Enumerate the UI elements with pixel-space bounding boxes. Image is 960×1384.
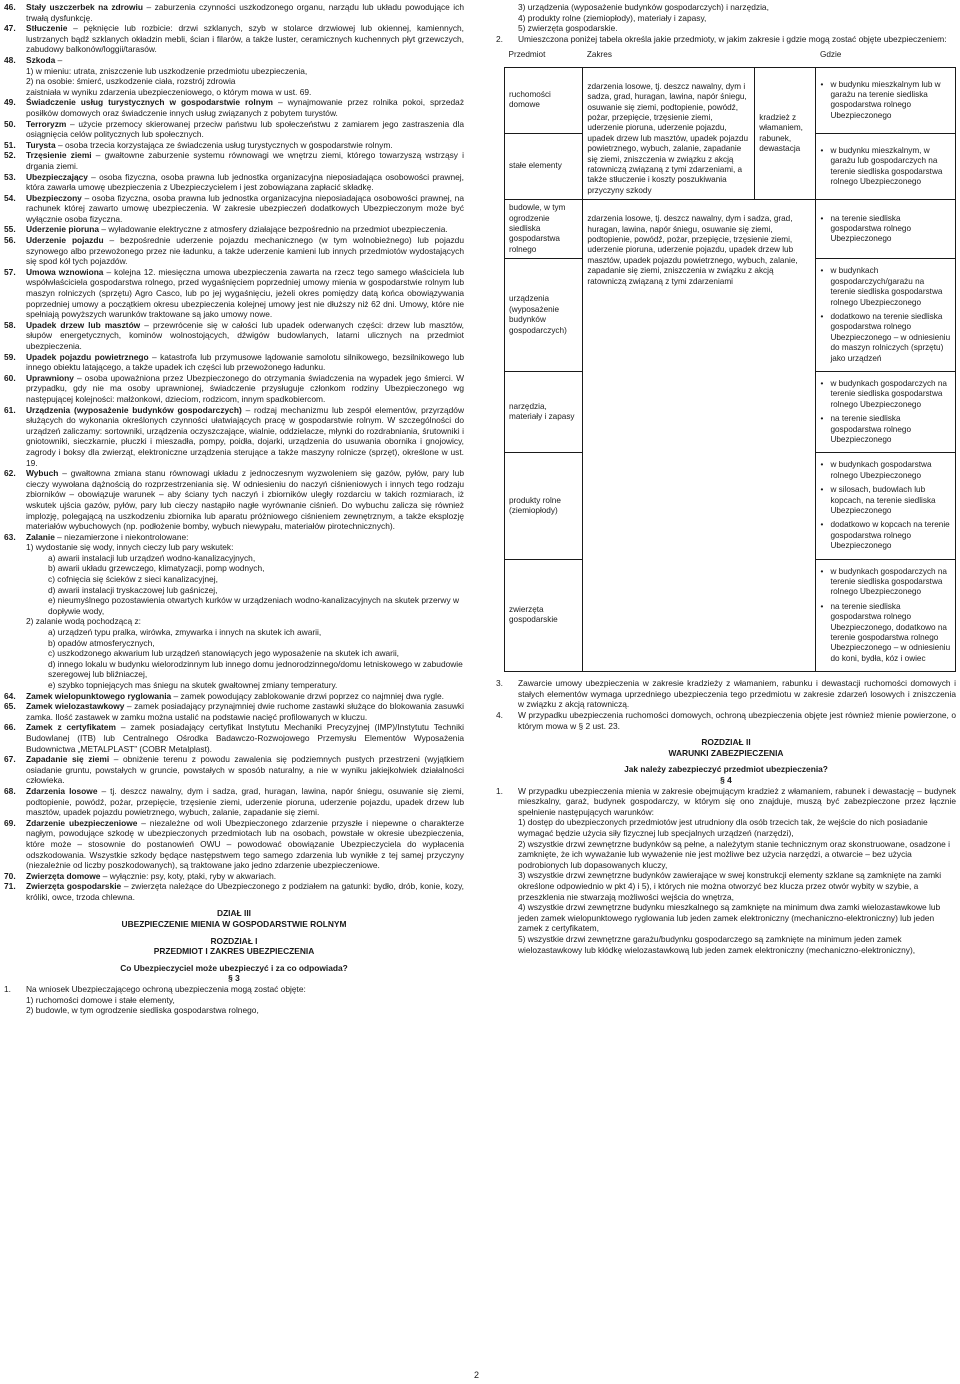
item-term: Zdarzenia losowe xyxy=(26,785,98,796)
item-description: – zamek powodujący zablokowanie drzwi poprzez co najmniej dwa rygle. xyxy=(171,690,444,701)
item-description: – osoba fizyczna, osoba prawna lub jednostka organizacyjna nieposiadająca osobowości prawnej, która zawarła umowę ubezpieczenia z Ubezpieczycielem i jest zobowiązana zapłacić składkę. xyxy=(26,171,464,193)
definition-item xyxy=(4,722,464,754)
definition-item xyxy=(4,881,464,902)
item-term: Terroryzm xyxy=(26,118,67,129)
item-text xyxy=(26,224,464,235)
table-cell-scope: kradzież z włamaniem, rabunek, dewastacja xyxy=(755,67,816,199)
item-text: W przypadku ubezpieczenia ruchomości domowych, ochroną ubezpieczenia objęte jest również mienie powierzone, o którym mowa w § 2 ust. 23. xyxy=(518,710,956,731)
item-description: – xyxy=(55,54,63,65)
item-term: Zalanie xyxy=(26,531,55,542)
item-description: – niezamierzone i niekontrolowane: xyxy=(54,531,189,542)
item-term: Zamek z certyfikatem xyxy=(26,722,116,733)
sub-item: 4) wszystkie drzwi zewnętrzne budynku mieszkalnego są zamknięte na minimum dwa zamki wielozastawkowe lub jeden zamek wielopunktowego ryglowania lub jeden zamek elektroniczny (mechaniczno-elektroniczny) lub jeden zamek z certyfikatem, xyxy=(518,902,941,934)
sub-item: 3) urządzenia (wyposażenie budynków gospodarczych) i narzędzia, xyxy=(518,2,769,12)
item-term: Urządzenia (wyposażenie budynków gospodarczych) xyxy=(26,404,242,415)
item-number: 49. xyxy=(4,97,16,108)
definition-item xyxy=(4,320,464,352)
sub-sub-item: b) opadów atmosferycznych, xyxy=(48,637,155,648)
item-text xyxy=(26,23,464,55)
bullet-item xyxy=(820,520,951,551)
section-title: DZIAŁ III xyxy=(217,908,251,919)
question-heading: Co Ubezpieczyciel może ubezpieczyć i za co odpowiada? xyxy=(120,962,348,973)
sub-item: 1) ruchomości domowe i stałe elementy, xyxy=(26,994,175,1005)
numbered-item xyxy=(4,984,464,995)
bullet-icon: • xyxy=(820,520,824,530)
sub-item: 1) wydostanie się wody, innych cieczy lub pary wskutek: xyxy=(26,542,234,553)
sub-item: zaistniała w wyniku zdarzenia ubezpieczeniowego, o którym mowa w ust. 69. xyxy=(26,86,312,97)
sub-sub-item: d) innego lokalu w budynku wielorodzinnym lub innego domu jednorodzinnego/domu letniskowego w zabudowie szeregowej lub bliźniaczej, xyxy=(48,658,463,680)
sub-sub-item: e) szybko topniejących mas śniegu na skutek gwałtownej zmiany temperatury. xyxy=(48,680,338,690)
bullet-item xyxy=(820,80,951,122)
item-text xyxy=(26,55,464,66)
bullet-text: na terenie siedliska gospodarstwa rolnego Ubezpieczonego xyxy=(830,414,912,444)
bullet-text: w budynkach gospodarczych na terenie siedliska gospodarstwa rolnego Ubezpieczonego xyxy=(830,566,947,597)
item-number: 54. xyxy=(4,192,16,203)
item-number: 4. xyxy=(496,710,503,721)
numbered-item xyxy=(496,710,956,731)
item-term: Umowa wznowiona xyxy=(26,266,104,277)
table-cell-scope: zdarzenia losowe, tj. deszcz nawalny, dym i sadza, grad, huragan, lawina, napór śniegu, osuwanie się ziemi, podtopienie, powódź, pożar, przepięcie, trzęsienie ziemi, uderzenie pioruna, uderzenie pojazdu, upadek drzew lub masztów, upadek pojazdu powietrznego, wybuch, zalanie, zapadanie się ziemi, zniszczenia w związku z akcją ratowniczą związaną z tymi zdarzeniami, a także stłuczenie i koszty poszukiwania przyczyny szkody xyxy=(583,67,755,199)
item-text xyxy=(26,754,464,786)
item-description: – gwałtowna zmiana stanu równowagi układu z jednoczesnym wyzwoleniem się gazów, pyłów, pary lub cieczy wywołana dążnością do rozprzestrzeniania się. W odniesieniu do naczyń ciśnieniowych i innych tego rodzaju zbiorników – obowiązuje warunek – aby ściany tych naczyń i zbiorników uległy rozdarciu w takich rozmiarach, iż wskutek ujścia gazów, pyłów, pary lub cieczy nastąpiło nagłe wyrównanie ciśnień. Do wybuchu zalicza się również implozję, polegającą na uszkodzeniu zbiornika lub aparatu próżniowego ciśnieniem zewnętrznym, a także eksplozję materiałów wybuchowych (np. podłożenie bomby, wybuch niewypału, materiałów pirotechnicznych). xyxy=(26,468,464,532)
bullet-icon: • xyxy=(820,485,824,495)
bullet-icon: • xyxy=(820,414,824,424)
bullet-text: w budynkach gospodarstwa rolnego Ubezpieczonego xyxy=(830,460,932,480)
item-term: Zamek wielopunktowego ryglowania xyxy=(26,690,172,701)
item-text xyxy=(26,2,464,23)
item-number: 48. xyxy=(4,54,16,65)
item-term: Uprawniony xyxy=(26,372,74,383)
item-term: Zamek wielozastawkowy xyxy=(26,701,125,712)
item-number: 68. xyxy=(4,785,16,796)
table-cell-location xyxy=(816,371,956,452)
definition-item xyxy=(4,235,464,267)
definition-item xyxy=(4,754,464,786)
definition-item xyxy=(4,97,464,118)
table-cell-location xyxy=(816,67,956,133)
item-description: – osoba upoważniona przez Ubezpieczonego do otrzymania świadczenia na wypadek jego śmierci. W przypadku, gdy nie ma osoby uprawnionej, świadczenie przysługuje członkom rodziny Ubezpieczonego wg następującej kolejności: małżonkowi, dzieciom, rodzicom, innym spadkobiercom. xyxy=(26,372,464,404)
sub-sub-item: c) cofnięcia się ścieków z sieci kanalizacyjnej, xyxy=(48,574,218,585)
item-text: Zawarcie umowy ubezpieczenia w zakresie kradzieży z włamaniem, rabunku i dewastacji ruchomości domowych i stałych elementów wymaga uprzedniego ubezpieczenia tego przedmiotu w zakresie zdarzeń losowych i zniszczenia w związku z akcją ratowniczą. xyxy=(518,678,956,710)
sub-item: 2) na osobie: śmierć, uszkodzenie ciała, rozstrój zdrowia xyxy=(26,76,236,87)
question-heading: Jak należy zabezpieczyć przedmiot ubezpieczenia? xyxy=(624,764,828,775)
item-number: 58. xyxy=(4,319,16,330)
bullet-item xyxy=(820,460,951,481)
item-description: – obniżenie terenu z powodu zawalenia się podziemnych pustych przestrzeni (wyjątkiem osiadanie gruntu, powstałych w gruncie, powstałych w sposób naturalny, a nie w wyniku jakiejkolwiek działalności człowieka. xyxy=(26,754,464,786)
item-number: 56. xyxy=(4,235,16,246)
right-column xyxy=(496,2,956,955)
definition-item xyxy=(4,172,464,193)
chapter-subtitle: WARUNKI ZABEZPIECZENIA xyxy=(668,747,784,758)
item-description: – bezpośrednie uderzenie pojazdu mechanicznego (w tym wolnobieżnego) lub pojazdu szynowego albo przewożonego przez nie ładunku, a także uderzenie kamieni lub innych przedmiotów wydostających się spod kół tych pojazdów. xyxy=(26,235,464,267)
definition-item xyxy=(4,352,464,373)
bullet-item xyxy=(820,312,951,364)
column-header: Przedmiot xyxy=(508,50,546,60)
item-description: – zaburzenia czynności uszkodzonego organu, narządu lub układu powodujące ich trwałą dysfunkcję. xyxy=(26,2,464,23)
item-number: 69. xyxy=(4,817,16,828)
bullet-icon: • xyxy=(820,378,824,388)
item-text xyxy=(26,722,464,754)
bullet-text: w budynku mieszkalnym lub w garażu na terenie siedliska gospodarstwa rolnego Ubezpieczonego xyxy=(830,79,941,120)
item-number: 50. xyxy=(4,118,16,129)
definition-item xyxy=(4,373,464,405)
item-text xyxy=(26,701,464,722)
item-term: Szkoda xyxy=(26,54,56,65)
bullet-item xyxy=(820,146,951,188)
definition-item xyxy=(4,532,464,543)
table-cell-subject: budowle, w tym ogrodzenie siedliska gospodarstwa rolnego xyxy=(505,200,583,259)
bullet-text: dodatkowo w kopcach na terenie gospodarstwa rolnego Ubezpieczonego xyxy=(830,520,950,551)
item-term: Stłuczenie xyxy=(26,23,68,34)
chapter-title: ROZDZIAŁ II xyxy=(701,737,751,748)
bullet-icon: • xyxy=(820,213,824,223)
item-text xyxy=(26,881,464,902)
numbered-item xyxy=(496,786,956,818)
item-text xyxy=(26,405,464,469)
bullet-icon: • xyxy=(820,460,824,470)
table-cell-scope: zdarzenia losowe, tj. deszcz nawalny, dym i sadza, grad, huragan, lawina, napór śniegu, osuwanie się ziemi, podtopienie, powódź, pożar, przepięcie, trzęsienie ziemi, uderzenie pioruna, uderzenie pojazdu, upadek drzew lub masztów, upadek pojazdu powietrznego, wybuch, zalanie, zapadanie się ziemi, zniszczenia w związku z akcją ratowniczą związaną z tymi zdarzeniami xyxy=(583,200,816,672)
sub-item: 1) w mieniu: utrata, zniszczenie lub uszkodzenie przedmiotu ubezpieczenia, xyxy=(26,65,308,76)
item-number: 70. xyxy=(4,870,16,881)
bullet-icon: • xyxy=(820,145,824,155)
item-term: Zwierzęta domowe xyxy=(26,870,101,881)
paragraph-number: § 3 xyxy=(228,973,240,984)
item-number: 55. xyxy=(4,224,16,235)
sub-item: 4) produkty rolne (ziemiopłody), materiały i zapasy, xyxy=(518,12,707,23)
bullet-icon: • xyxy=(820,566,824,576)
table-row xyxy=(505,67,956,133)
item-term: Świadczenie usług turystycznych w gospodarstwie rolnym xyxy=(26,97,273,108)
column-header xyxy=(755,48,816,67)
definition-item xyxy=(4,468,464,532)
item-text xyxy=(26,818,464,871)
item-number: 64. xyxy=(4,690,16,701)
item-description: – rodzaj mechanizmu lub zespół elementów, przyrządów służących do wykonania określonych czynności ułatwiających pracę w gospodarstwie rolnym. W szczególności do urządzeń zaliczamy: sortowniki, urządzenia oczyszczające, wialnie, oddzielacze, młynki do rozdrabniania, śrutowniki i gniotowniki, sieczkarnie, płuczki i mieszadła, pompy, poidła, dojarki, urządzenia do usuwania obornika i gnojowicy, zagrody i boksy dla zwierząt, elektroniczne urządzenia sterujące a także maszyny rolnicze (sprzęt), określone w ust. 19. xyxy=(26,404,464,468)
item-description: – kolejna 12. miesięczna umowa ubezpieczenia zawarta na rzecz tego samego właściciela lub współwłaściciela gospodarstwa rolnego, przed wygaśnięciem poprzedniej umowy mienia w gospodarstwie rolnym lub maszyn rolniczych (sprzętu) Agro Casco, lub po jej wygaśnięciu, jeżeli okres pomiędzy datą końca obowiązywania poprzedniej umowy a początkiem okresu ubezpieczenia kolejnej umowy jest nie dłuższy niż 62 dni. Umowy, które nie spełniają powyższych warunków traktowane są jako umowy nowe. xyxy=(26,266,464,320)
item-description: – zamek posiadający przynajmniej dwie ruchome zastawki służące do blokowania zasuwki zamka. Ilość zastawek w zamku można ustalić na podstawie nacięć profilowanych w kluczu. xyxy=(26,701,464,722)
item-number: 2. xyxy=(496,33,503,44)
item-text: W przypadku ubezpieczenia mienia w zakresie obejmującym kradzież z włamaniem, rabunek i dewastację – budynek mieszkalny, garaż, budynek gospodarczy, w którym się ono znajduje, muszą być zabezpieczone przez łącznie spełnienie następujących warunków: xyxy=(518,785,956,817)
sub-item: 3) wszystkie drzwi zewnętrzne budynków zawierające w swej konstrukcji elementy szklane są zamknięte na zamki określone odpowiednio w pkt 4) i 5), i których nie można otworzyć bez klucza przez otwór wybity w szybie, a przeszklenia nie stwarzają możliwości wejścia do wnętrza, xyxy=(518,870,942,902)
definition-item xyxy=(4,23,464,55)
item-number: 67. xyxy=(4,754,16,765)
chapter-subtitle: PRZEDMIOT I ZAKRES UBEZPIECZENIA xyxy=(153,946,315,957)
item-text xyxy=(26,97,464,118)
item-description: – katastrofa lub przymusowe lądowanie samolotu silnikowego, bezsilnikowego lub innego obiektu latającego, a także upadek ich części lub przewożonego ładunku. xyxy=(26,351,465,373)
definition-item xyxy=(4,119,464,140)
sub-item: 5) zwierzęta gospodarskie. xyxy=(518,23,618,34)
bullet-icon: • xyxy=(820,601,824,611)
item-text xyxy=(26,871,464,882)
column-header: Zakres xyxy=(586,50,612,60)
definition-item xyxy=(4,140,464,151)
item-number: 63. xyxy=(4,531,16,542)
bullet-text: w budynkach gospodarczych na terenie siedliska gospodarstwa rolnego Ubezpieczonego xyxy=(830,378,947,409)
item-text xyxy=(26,193,464,225)
table-row xyxy=(505,200,956,259)
bullet-text: na terenie siedliska gospodarstwa rolnego Ubezpieczonego, dodatkowo na terenie gospodarstwa rolnego Ubezpieczonego – w odniesieniu do koni, bydła, kóz i owiec xyxy=(830,601,951,663)
definition-item xyxy=(4,871,464,882)
sub-sub-item: e) nieumyślnego pozostawienia otwartych kurków w urządzeniach wodno-kanalizacyjnych na skutek przerwy w dopływie wody, xyxy=(48,595,460,616)
item-number: 66. xyxy=(4,722,16,733)
item-description: – przewrócenie się w całości lub upadek oderwanych części: drzew lub masztów, słupów energetycznych, kominów wolnostojących, dźwigów budowlanych, latarni ulicznych na przedmiot ubezpieczenia. xyxy=(26,319,464,351)
item-term: Ubezpieczający xyxy=(26,171,88,182)
item-description: – zwierzęta należące do Ubezpieczonego z podziałem na gatunki: bydło, drób, konie, kozy, króliki, owce, trzoda chlewna. xyxy=(26,881,465,902)
definition-item xyxy=(4,150,464,171)
item-description: – osoba trzecia korzystająca ze świadczenia usług turystycznych w gospodarstwie rolnym. xyxy=(55,139,393,150)
bullet-text: w budynkach gospodarczych/garażu na terenie siedliska gospodarstwa rolnego Ubezpieczonego xyxy=(830,266,943,307)
table-cell-location xyxy=(816,259,956,372)
definition-item xyxy=(4,691,464,702)
table-cell-location xyxy=(816,453,956,559)
definition-item xyxy=(4,55,464,66)
item-number: 71. xyxy=(4,881,16,892)
item-number: 57. xyxy=(4,266,16,277)
definition-item xyxy=(4,701,464,722)
column-header: Gdzie xyxy=(819,50,842,60)
coverage-table xyxy=(504,48,956,672)
definition-item xyxy=(4,2,464,23)
item-text xyxy=(26,352,464,373)
table-cell-location xyxy=(816,134,956,200)
item-text xyxy=(26,267,464,320)
sub-item: 2) zalanie wodą pochodzącą z: xyxy=(26,616,141,627)
bullet-text: w silosach, budowlach lub kopcach, na terenie siedliska Ubezpieczonego xyxy=(830,485,936,515)
item-text xyxy=(26,119,464,140)
item-text xyxy=(26,532,464,543)
bullet-item xyxy=(820,379,951,410)
sub-item: 1) dostęp do ubezpieczonych przedmiotów jest utrudniony dla osób trzecich tak, że wejście do nich posiadanie wymagać będzie użycia siły fizycznej lub specjalnych urządzeń (narzędzi), xyxy=(518,817,928,838)
item-number: 47. xyxy=(4,23,16,34)
paragraph-number: § 4 xyxy=(720,775,732,786)
bullet-text: na terenie siedliska gospodarstwa rolnego Ubezpieczonego xyxy=(830,213,912,244)
item-description: – wyłącznie: psy, koty, ptaki, ryby w akwariach. xyxy=(100,870,277,881)
item-description: – tj. deszcz nawalny, dym i sadza, grad, huragan, lawina, napór śniegu, osuwanie się ziemi, podtopienie, powódź, pożar, przepięcie, trzęsienie ziemi, uderzenie pioruna, uderzenie pojazdu, upadek drzew lub masztów, upadek pojazdu powietrznego, wybuch, zalanie, zapadanie się ziemi. xyxy=(26,785,464,818)
item-number: 3. xyxy=(496,678,503,689)
item-term: Upadek drzew lub masztów xyxy=(26,319,141,330)
item-number: 46. xyxy=(4,2,16,12)
item-description: – niezależne od woli Ubezpieczonego zdarzenie przyszłe i niepewne o charakterze nagłym, powodujące szkodę w ubezpieczonych przedmiotach lub na osobach, powstałe w okresie ubezpieczenia, które może – stosownie do postanowień OWU – powodować obowiązanie Ubezpieczyciela do wypłacenia odszkodowania. Wszystkie szkody będące następstwem tego samego zdarzenia lub wynikłe z tej samej przyczyny (niezależnie od liczby poszkodowanych), są traktowane jako jedno zdarzenie ubezpieczeniowe. xyxy=(26,817,464,871)
bullet-item xyxy=(820,567,951,598)
item-term: Trzęsienie ziemi xyxy=(26,150,92,161)
table-cell-subject: ruchomości domowe xyxy=(505,67,583,133)
item-term: Upadek pojazdu powietrznego xyxy=(26,351,149,362)
item-number: 53. xyxy=(4,171,16,182)
item-description: – wyładowanie elektryczne z atmosfery działające bezpośrednio na przedmiot ubezpieczenia. xyxy=(99,224,448,235)
sub-sub-item: a) awarii instalacji lub urządzeń wodno-kanalizacyjnych, xyxy=(48,552,256,563)
bullet-text: dodatkowo na terenie siedliska gospodarstwa rolnego Ubezpieczonego – w odniesieniu do maszyn rolniczych (sprzętu) jako urządzeń xyxy=(830,311,951,363)
sub-sub-item: c) uszkodzonego akwarium lub urządzeń stanowiących jego wyposażenie na skutek ich awarii, xyxy=(48,648,400,659)
item-number: 61. xyxy=(4,404,16,415)
item-number: 1. xyxy=(4,984,11,995)
left-column xyxy=(4,2,464,1016)
table-cell-subject: narzędzia, materiały i zapasy xyxy=(505,371,583,452)
item-number: 1. xyxy=(496,785,503,796)
sub-item: 5) wszystkie drzwi zewnętrzne garażu/budynku gospodarczego są zamknięte na minimum jeden zamek wielozastawkowy lub kłódkę wielozastawkową lub jeden zamek elektroniczny (mechaniczno-elektroniczny), xyxy=(518,933,916,955)
bullet-item xyxy=(820,266,951,308)
item-description: – wynajmowanie przez rolnika pokoi, sprzedaż posiłków domowych oraz świadczenie innych usług związanych z pobytem turystów. xyxy=(26,97,465,118)
item-term: Ubezpieczony xyxy=(26,192,82,203)
item-term: Turysta xyxy=(26,139,56,150)
sub-sub-item: a) urządzeń typu pralka, wirówka, zmywarka i innych na skutek ich awarii, xyxy=(48,627,322,638)
item-term: Uderzenie pioruna xyxy=(26,224,100,235)
item-number: 59. xyxy=(4,351,16,362)
bullet-icon: • xyxy=(820,79,824,89)
item-number: 65. xyxy=(4,701,16,712)
table-cell-subject: urządzenia (wyposażenie budynków gospodarczych) xyxy=(505,259,583,372)
item-term: Zwierzęta gospodarskie xyxy=(26,881,122,892)
bullet-item xyxy=(820,485,951,516)
bullet-item xyxy=(820,214,951,245)
item-text xyxy=(26,320,464,352)
item-term: Wybuch xyxy=(26,468,59,479)
item-term: Stały uszczerbek na zdrowiu xyxy=(26,2,143,12)
sub-item: 2) wszystkie drzwi zewnętrzne budynków są pełne, a należytym stanie technicznym oraz skonstruowane, osadzone i zamknięte, że ich wyważanie lub wyważenie nie jest możliwe bez użycia narzędzi, a otwarcie – bez użycia podrobionych lub dopasowanych kluczy, xyxy=(518,838,950,870)
definition-item xyxy=(4,193,464,225)
chapter-title: ROZDZIAŁ I xyxy=(210,935,258,946)
bullet-item xyxy=(820,414,951,445)
item-number: 62. xyxy=(4,468,16,479)
sub-sub-item: b) awarii układu grzewczego, klimatyzacji, pomp wodnych, xyxy=(48,563,265,574)
numbered-item xyxy=(496,678,956,710)
item-description: – gwałtowne zaburzenie systemu równowagi we wnętrzu ziemi, którego towarzyszą wstrząsy i drgania ziemi. xyxy=(26,150,464,171)
table-cell-location xyxy=(816,200,956,259)
definition-item xyxy=(4,267,464,320)
item-text xyxy=(26,468,464,532)
bullet-icon: • xyxy=(820,266,824,276)
table-cell-subject: produkty rolne (ziemiopłody) xyxy=(505,453,583,559)
bullet-text: w budynku mieszkalnym, w garażu lub gospodarczych na terenie siedliska gospodarstwa rolnego Ubezpieczonego xyxy=(830,145,943,187)
sub-item: 2) budowle, w tym ogrodzenie siedliska gospodarstwa rolnego, xyxy=(26,1005,259,1016)
table-cell-location xyxy=(816,559,956,672)
item-text: Umieszczona poniżej tabela określa jakie przedmioty, w jakim zakresie i gdzie mogą zostać objęte ubezpieczeniem: xyxy=(518,33,947,44)
table-cell-subject: zwierzęta gospodarskie xyxy=(505,559,583,672)
item-description: – użycie przemocy skierowanej przeciw państwu lub społeczeństwu z zamiarem jego zastraszenia dla osiągnięcia celów politycznych lub społecznych. xyxy=(26,118,464,140)
item-number: 52. xyxy=(4,150,16,161)
bullet-icon: • xyxy=(820,311,824,321)
item-text xyxy=(26,786,464,818)
item-text xyxy=(26,140,464,151)
item-text xyxy=(26,235,464,267)
item-text xyxy=(26,691,464,702)
item-term: Zapadanie się ziemi xyxy=(26,754,110,765)
item-text xyxy=(26,373,464,405)
item-text: Na wniosek Ubezpieczającego ochroną ubezpieczenia mogą zostać objęte: xyxy=(26,984,306,995)
item-text xyxy=(26,172,464,193)
item-description: – zamek posiadający certyfikat Instytutu Mechaniki Precyzyjnej (IMP)/Instytutu Techniki Budowlanej (ITB) lub Centralnego Ośrodka Badawczo-Rozwojowego Przemysłu Elementów Wyposażenia Budownictwa „METALPLAST” (COBR Metalplast). xyxy=(26,722,464,754)
item-term: Uderzenie pojazdu xyxy=(26,235,104,246)
table-cell-subject: stałe elementy xyxy=(505,134,583,200)
page-number: 2 xyxy=(474,1370,480,1380)
table-header-row xyxy=(505,48,956,67)
item-number: 60. xyxy=(4,372,16,383)
definition-item xyxy=(4,224,464,235)
definition-item xyxy=(4,786,464,818)
item-number: 51. xyxy=(4,139,16,150)
item-term: Zdarzenie ubezpieczeniowe xyxy=(26,817,138,828)
item-description: – pęknięcie lub rozbicie: drzwi szklanych, szyb w stolarce drzwiowej lub okiennej, kamiennych, lustrzanych bądź szklanych okładzin mebli, ścian i filarów, a także luster, ceramicznych kuchennych płyt grzewczych, zabudowy balkonów/loggii/tarasów. xyxy=(26,23,464,55)
section-subtitle: UBEZPIECZENIE MIENIA W GOSPODARSTWIE ROLNYM xyxy=(121,919,347,930)
numbered-item xyxy=(496,34,956,45)
item-description: – osoba fizyczna, osoba prawna lub jednostka organizacyjna nieposiadająca osobowości prawnej, na rachunek której zawarto umowę ubezpieczenia. W zakresie ubezpieczeń dodatkowych Ubezpieczonym może być wyłącznie osoba fizyczna. xyxy=(26,192,464,224)
sub-sub-item: d) awarii instalacji tryskaczowej lub gaśniczej, xyxy=(48,584,218,595)
bullet-item xyxy=(820,602,951,664)
definition-item xyxy=(4,818,464,871)
item-text xyxy=(26,150,464,171)
definition-item xyxy=(4,405,464,469)
